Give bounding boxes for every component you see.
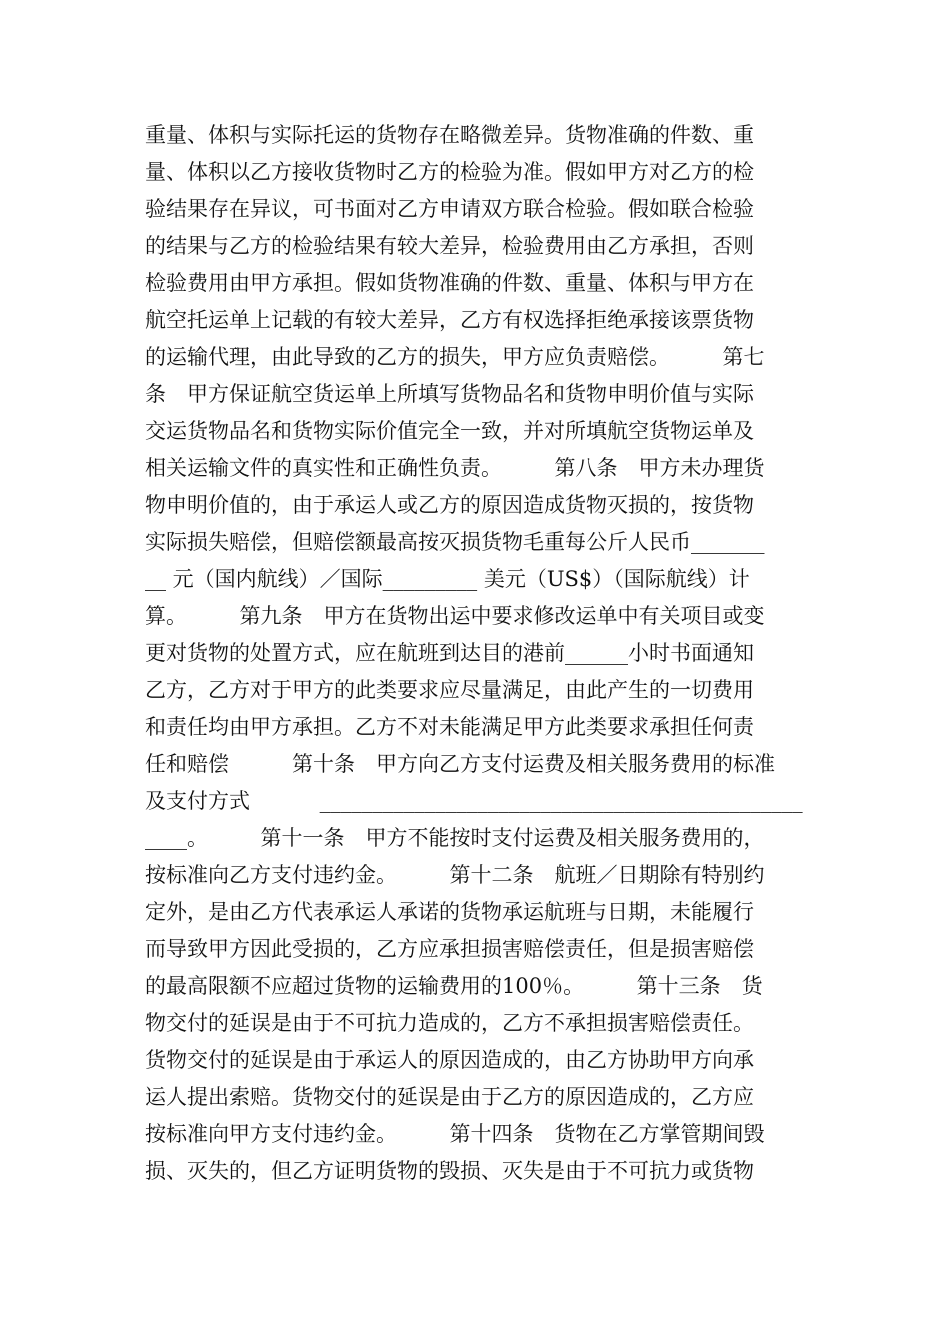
text-line-6: 航空托运单上记载的有较大差异，乙方有权选择拒绝承接该票货物: [145, 308, 754, 332]
text-line-26: 货物交付的延误是由于承运人的原因造成的，由乙方协助甲方向承: [145, 1048, 754, 1072]
text-line-24: 的最高限额不应超过货物的运输费用的100％。 第十三条 货: [145, 974, 763, 998]
text-line-10: 相关运输文件的真实性和正确性负责。 第八条 甲方未办理货: [145, 456, 765, 480]
text-line-2: 量、体积以乙方接收货物时乙方的检验为准。假如甲方对乙方的检: [145, 160, 754, 184]
text-line-18: 任和赔偿 第十条 甲方向乙方支付运费及相关服务费用的标准: [145, 752, 775, 776]
text-line-13: __ 元（国内航线）／国际_________ 美元（US$）（国际航线）计: [145, 567, 750, 591]
text-line-29: 损、灭失的，但乙方证明货物的毁损、灭失是由于不可抗力或货物: [145, 1159, 754, 1183]
text-line-16: 乙方，乙方对于甲方的此类要求应尽量满足，由此产生的一切费用: [145, 678, 754, 702]
text-line-25: 物交付的延误是由于不可抗力造成的，乙方不承担损害赔偿责任。: [145, 1011, 754, 1035]
text-line-3: 验结果存在异议，可书面对乙方申请双方联合检验。假如联合检验: [145, 197, 754, 221]
text-line-27: 运人提出索赔。货物交付的延误是由于乙方的原因造成的，乙方应: [145, 1085, 754, 1109]
text-line-15: 更对货物的处置方式，应在航班到达目的港前______小时书面通知: [145, 641, 754, 665]
text-line-5: 检验费用由甲方承担。假如货物准确的件数、重量、体积与甲方在: [145, 271, 754, 295]
contract-text-block: [145, 117, 805, 1190]
text-line-11: 物申明价值的，由于承运人或乙方的原因造成货物灭损的，按货物: [145, 493, 754, 517]
text-line-28: 按标准向甲方支付违约金。 第十四条 货物在乙方掌管期间毁: [145, 1122, 765, 1146]
text-line-20: ____。 第十一条 甲方不能按时支付运费及相关服务费用的，: [145, 826, 765, 850]
text-line-17: 和责任均由甲方承担。乙方不对未能满足甲方此类要求承担任何责: [145, 715, 754, 739]
text-line-7: 的运输代理，由此导致的乙方的损失，甲方应负责赔偿。 第七: [145, 345, 765, 369]
text-line-9: 交运货物品名和货物实际价值完全一致，并对所填航空货物运单及: [145, 419, 754, 443]
text-line-21: 按标准向乙方支付违约金。 第十二条 航班／日期除有特别约: [145, 863, 765, 887]
text-line-1: 重量、体积与实际托运的货物存在略微差异。货物准确的件数、重: [145, 123, 754, 147]
text-line-23: 而导致甲方因此受损的，乙方应承担损害赔偿责任，但是损害赔偿: [145, 937, 754, 961]
text-line-14: 算。 第九条 甲方在货物出运中要求修改运单中有关项目或变: [145, 604, 765, 628]
text-line-22: 定外，是由乙方代表承运人承诺的货物承运航班与日期，未能履行: [145, 900, 754, 924]
text-line-12: 实际损失赔偿，但赔偿额最高按灭损货物毛重每公斤人民币_______: [145, 530, 765, 554]
text-line-4: 的结果与乙方的检验结果有较大差异，检验费用由乙方承担，否则: [145, 234, 754, 258]
text-line-19: 及支付方式 ______________________________________________: [145, 789, 803, 813]
text-line-8: 条 甲方保证航空货运单上所填写货物品名和货物申明价值与实际: [145, 382, 754, 406]
